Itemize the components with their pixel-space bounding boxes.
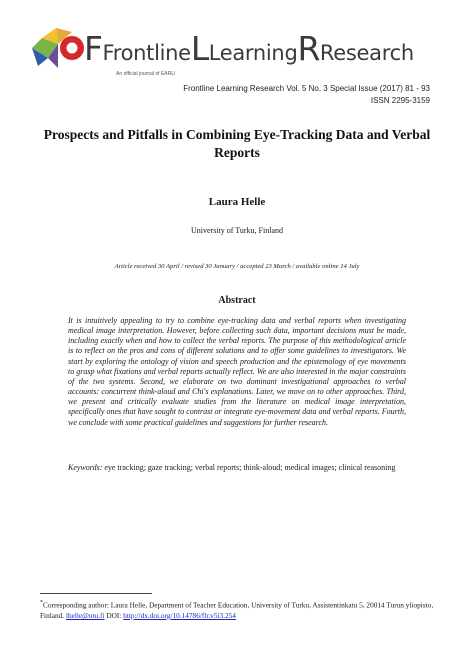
journal-logo-wordmark [84, 29, 414, 68]
keywords-list: eye tracking; gaze tracking; verbal reports; think-aloud; medical images; clinical reasoning [102, 463, 396, 472]
logo-word-learning: Learning [208, 41, 298, 65]
keywords [68, 462, 406, 473]
logo-word-frontline-initial: F [84, 29, 103, 68]
journal-logo-mark-icon [28, 18, 90, 80]
journal-citation [183, 83, 430, 107]
logo-subtitle: An official journal of EARLI [116, 71, 176, 77]
footnote-divider [40, 593, 152, 594]
abstract-heading: Abstract [218, 295, 256, 306]
abstract-body: It is intuitively appealing to try to combine eye-tracking data and verbal reports when investigating medical image interpretation. However, before collecting such data, important decisions must be made, including exactly when and how to collect the verbal reports. The purpose of this methodological article is to reflect on the pros and cons of different solutions and to offer some guidelines to investigators. We start by exploring the ontology of vision and speech production and the epistemology of eye movements to grasp what fixations and verbal reports actually reflect. We are also interested in the major constraints of the two systems. Second, we elaborate on two dominant investigational approaches to verbal accounts: concurrent think-aloud and Chi's explanations. Later, we move on to other approaches. Third, we present and critically evaluate studies from the literature on medical image interpretation, specifically ones that have sought to contrast or integrate eye-movement data and verbal reports. Fourth, we conclude with some practical guidelines and suggestions for further research. [68, 316, 406, 427]
logo-word-learning-initial: L [190, 29, 209, 68]
article-history: Article received 30 April / revised 30 January / accepted 23 March / available online 14 July [114, 263, 360, 270]
issn-line: ISSN 2295-3159 [370, 96, 430, 105]
corresponding-author-footnote [40, 598, 440, 621]
paper-title: Prospects and Pitfalls in Combining Eye-Tracking Data and Verbal Reports [43, 127, 431, 160]
logo-word-research: Research [319, 41, 414, 65]
doi-label: DOI: [104, 610, 124, 620]
author-affiliation: University of Turku, Finland [190, 226, 283, 235]
keywords-label: Keywords: [68, 463, 103, 472]
journal-logo[interactable] [28, 18, 414, 80]
paper-author: Laura Helle [208, 196, 266, 208]
footnote-text: Corresponding author: Laura Helle, Department of Teacher Education, University of Turku, Assistentinkatu 5, 20014 Turun yliopisto, Finland. [40, 600, 434, 620]
author-email-link[interactable]: lhelle@utu.fi [65, 610, 105, 620]
logo-word-research-initial: R [297, 29, 320, 68]
doi-link[interactable]: http://dx.doi.org/10.14786/flr.v5i3.254 [123, 610, 236, 620]
citation-line: Frontline Learning Research Vol. 5 No. 3 Special Issue (2017) 81 - 93 [183, 84, 430, 93]
footnote-marker: * [40, 600, 44, 606]
logo-word-frontline: Frontline [102, 41, 191, 65]
